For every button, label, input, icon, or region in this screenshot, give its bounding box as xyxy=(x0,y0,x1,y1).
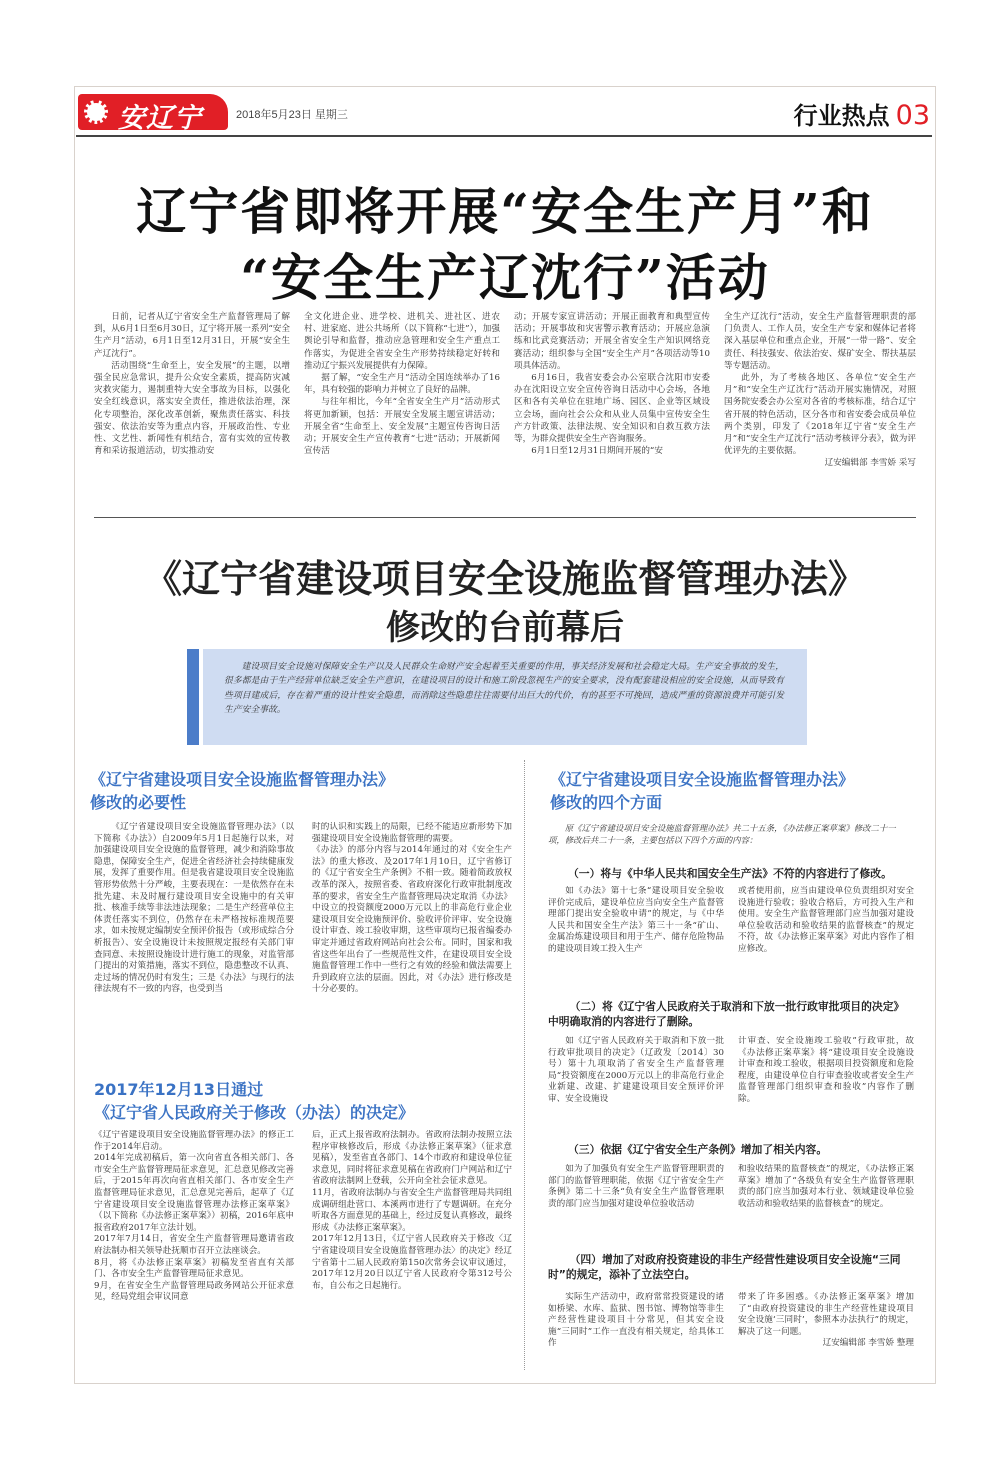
heading-line: 《辽宁省建设项目安全设施监督管理办法》 xyxy=(550,770,855,789)
article1-byline: 辽安编辑部 李雪娇 采写 xyxy=(824,458,916,469)
paragraph: 活动围绕“生命至上，安全发展”的主题，以增强全民应急常识，提升公众安全素质，提高防灾减灾救灾能力，遏制重特大安全事故为目标，以强化安全红线意识，落实安全责任，推进依法治理，深化专项整治，深化改革创新，聚焦责任落实、科技强安、依法治安等为重点内容，开展政治性、专业性、文艺性、新闻性有机结合，富有实效的宣传教育和采访报道活动，切实推动安 xyxy=(94,360,290,457)
section-heading-decision xyxy=(94,1078,414,1124)
article1-column-1 xyxy=(94,311,290,457)
decision-column-1 xyxy=(94,1130,294,1370)
paragraph: 全文化进企业、进学校、进机关、进社区、进农村、进家庭、进公共场所（以下简称“七进”），加强舆论引导和监督，推动应急管理和安全生产重点工作落实，为促进全省安全生产形势持续稳定好转和推动辽宁振兴发展提供有力保障。 xyxy=(304,312,500,371)
aspect4-column-2 xyxy=(738,1292,914,1372)
article1-title-line1: 辽宁省即将开展“安全生产月”和 xyxy=(136,182,874,241)
paragraph: 计审查、安全设施竣工验收”行政审批，故《办法修正案草案》将“建设项目安全设施设计审查和竣工验收，根据项目投资额度和危险程度，由建设单位自行审查验收或者安全生产监督管理部门组织审查和验收”内容作了删除。 xyxy=(738,1036,914,1104)
lead-summary xyxy=(224,660,784,718)
paragraph: 如《办法》第十七条“建设项目安全验收评价完成后，建设单位应当向安全生产监督管理部门提出安全验收申请”的规定，与《中华人民共和国安全生产法》第三十一条“矿山、金属冶炼建设项目和用于生产、储存危险物品的建设项目竣工投入生产 xyxy=(548,886,724,954)
article1-column-3 xyxy=(514,311,710,457)
heading-line: 修改的必要性 xyxy=(90,793,187,812)
paragraph: 如为了加强负有安全生产监督管理职责的部门的监督管理职能，依据《辽宁省安全生产条例》第二十三条“负有安全生产监督管理职责的部门应当加强对建设单位验收活动 xyxy=(548,1164,724,1209)
paragraph: 日前，记者从辽宁省安全生产监督管理局了解到，从6月1日至6月30日，辽宁将开展一系列“安全生产月”活动，6月1日至12月31日，开展“安全生产辽沈行”。 xyxy=(94,312,290,359)
paragraph: 《辽宁省建设项目安全设施监督管理办法》的修正工作于2014年启动。 2014年完成初稿后，第一次向省直各相关部门、各市安全生产监督管理局征求意见，汇总意见修改完善后，于2015年再次向省直相关部门、各市安全生产监督管理局征求意见，汇总意见完善后，起草了《辽宁省建设项目安全设施监督管理办法修正案草案》（以下简称《办法修正案草案》）初稿，2016年底申报省政府2017年立法计划。 2017年7月14日，省安全生产监督管理局邀请省政府法制办相关领导赴抚顺市召开立法座谈会。 8月，将《办法修正案草案》初稿发至省直有关部门、各市安全生产监督管理局征求意见。 9月，在省安全生产监督管理局政务网站公开征求意见，经局党组会审议同意 xyxy=(94,1130,294,1303)
article2-title-line2: 修改的台前幕后 xyxy=(386,608,624,648)
decision-column-2 xyxy=(312,1130,512,1370)
article2-title-line1: 《辽宁省建设项目安全设施监督管理办法》 xyxy=(143,556,866,601)
paragraph: 实际生产活动中，政府常常投资建设的诸如桥梁、水库、监狱、图书馆、博物馆等非生产经营性建设项目十分常见，但其安全设施“三同时”工作一直没有相关规定，给具体工作 xyxy=(548,1292,724,1349)
aspect3-column-2 xyxy=(738,1164,914,1246)
paragraph: 6月16日，我省安委会办公室联合沈阳市安委办在沈阳设立安全宣传咨询日活动中心会场，各地区和各有关单位在驻地广场、园区、企业等区域设立会场，面向社会公众和从业人员集中宣传安全生产方针政策、法律法规、安全知识和自救互救方法等，为群众提供安全生产咨询服务。 xyxy=(514,373,710,445)
column-separator xyxy=(524,760,525,1370)
paragraph: 此外，为了考核各地区、各单位“安全生产月”和“安全生产辽沈行”活动开展实施情况，对照国务院安委会办公室对各省的考核标准，结合辽宁省开展的特色活动，区分各市和省安委会成员单位两个类别，印发了《2018年辽宁省“安全生产月”和“安全生产辽沈行”活动考核评分表》，做为评优评先的主要依据。 xyxy=(724,373,916,457)
paragraph: 后，正式上报省政府法制办。省政府法制办按照立法程序审核修改后，形成《办法修正案草案》（征求意见稿），发至省直各部门、14个市政府和建设单位征求意见，同时将征求意见稿在省政府门户网站和辽宁省政府法制网上登载，公开向全社会征求意见。 11月，省政府法制办与省安全生产监督管理局共同组成调研组赴营口、本溪两市进行了专题调研。在充分听取各方面意见的基础上，经过反复认真修改，最终形成《办法修正案草案》。 2017年12月13日，《辽宁省人民政府关于修改〈辽宁省建设项目安全设施监督管理办法〉的决定》经辽宁省第十二届人民政府第150次常务会议审议通过，2017年12月20日以辽宁省人民政府令第312号公布，自公布之日起施行。 xyxy=(312,1130,512,1291)
subheading-1: （一）将与《中华人民共和国安全生产法》不符的内容进行了修改。 xyxy=(568,867,892,880)
article2-byline: 辽安编辑部 李雪娇 整理 xyxy=(822,1338,914,1349)
necessity-column-1 xyxy=(94,822,294,1066)
section-heading-necessity xyxy=(90,768,394,814)
aspect2-column-1 xyxy=(548,1036,724,1136)
subheading-4: （四）增加了对政府投资建设的非生产经营性建设项目安全设施“三同时”的规定，添补了立法空白。 xyxy=(548,1253,901,1281)
article1-title-line2: “安全生产辽沈行”活动 xyxy=(240,248,770,307)
issue-date: 2018年5月23日 星期三 xyxy=(236,109,348,121)
aspect3-column-1 xyxy=(548,1164,724,1246)
article1-column-2 xyxy=(304,311,500,457)
section-header xyxy=(794,96,930,131)
necessity-column-2 xyxy=(312,822,512,1066)
masthead-rule xyxy=(76,135,932,137)
paragraph: 6月1日至12月31日期间开展的“安 xyxy=(531,446,663,457)
page-number: 03 xyxy=(895,100,930,131)
lead-accent-bar xyxy=(187,649,199,745)
newspaper-logo xyxy=(78,94,228,134)
paragraph: 如《辽宁省人民政府关于取消和下放一批行政审批项目的决定》（辽政发〔2014〕30号）第十九项取消了省安全生产监督管理局“投资额度在2000万元以上的非高危行业企业新建、改建、扩建建设项目安全预评价评审、安全设施设 xyxy=(548,1036,724,1104)
paragraph: 动；开展专家宣讲活动；开展正面教育和典型宣传活动；开展事故和灾害警示教育活动；开展应急演练和比武竞赛活动；开展全省安全生产知识网络竞赛活动；组织参与全国“安全生产月”各项活动等10项具体活动。 xyxy=(514,312,710,371)
heading-line: 修改的四个方面 xyxy=(550,793,663,812)
aspect1-column-2 xyxy=(738,886,914,994)
subheading-3: （三）依据《辽宁省安全生产条例》增加了相关内容。 xyxy=(568,1143,828,1156)
heading-line: 《辽宁省人民政府关于修改（办法）的决定》 xyxy=(94,1103,415,1122)
section-heading-four-aspects xyxy=(550,768,854,814)
paragraph: 原《辽宁省建设项目安全设施监督管理办法》共二十五条，《办法修正案草案》修改二十一项，修改后共二十一条，主要包括以下四个方面的内容： xyxy=(548,823,896,845)
article-divider xyxy=(94,517,916,518)
paragraph: 带来了许多困惑。《办法修正案草案》增加了“由政府投资建设的非生产经营性建设项目安全设施‘三同时’，参照本办法执行”的规定，解决了这一问题。 xyxy=(738,1292,914,1337)
heading-line: 《辽宁省建设项目安全设施监督管理办法》 xyxy=(90,770,395,789)
paragraph: 《辽宁省建设项目安全设施监督管理办法》（以下简称《办法》）自2009年5月1日起施行以来，对加强建设项目安全设施的监督管理，减少和消除事故隐患，保障安全生产，促进全省经济社会持续健康发展，发挥了重要作用。但是我省建设项目安全设施监管形势依然十分严峻，主要表现在：一是依然存在未批先建、未及时履行建设项目安全设施中的有关审批、核准手续等非法违法现象；二是生产经营单位主体责任落实不到位，仍然存在未严格按标准规范要求，如未按规定编制安全预评价报告（或形成综合分析报告）、安全设施设计未按照规定报经有关部门审查同意、未按照设施设计进行施工的现象，对监管部门提出的对策措施，落实不到位，隐患整改不认真、走过场的情况仍时有发生；三是《办法》与现行的法律法规有不一致的内容，也受到当 xyxy=(94,822,294,995)
logo-text: 安辽宁 xyxy=(118,103,202,134)
aspect4-column-1 xyxy=(548,1292,724,1372)
paragraph: 或者使用前，应当由建设单位负责组织对安全设施进行验收；验收合格后，方可投入生产和使用。安全生产监督管理部门应当加强对建设单位验收活动和验收结果的监督核查”的规定不符，故《办法修正案草案》对此内容作了相应修改。 xyxy=(738,886,914,954)
paragraph: 全生产辽沈行”活动，安全生产监督管理职责的部门负责人、工作人员，安全生产专家和媒体记者将深入基层单位和重点企业，开展“一带一路”、安全责任、科技强安、依法治安、煤矿安全、帮扶基层等专题活动。 xyxy=(724,312,916,371)
four-aspects-intro xyxy=(548,822,912,846)
aspect2-column-2 xyxy=(738,1036,914,1136)
section-title: 行业热点 xyxy=(793,102,890,130)
aspect1-column-1 xyxy=(548,886,724,994)
subheading-2: （二）将《辽宁省人民政府关于取消和下放一批行政审批项目的决定》中明确取消的内容进行了删除。 xyxy=(548,1000,905,1028)
article1-body xyxy=(94,311,916,497)
article1-column-4 xyxy=(724,311,916,470)
paragraph: 据了解，“安全生产月”活动全国连续举办了16年，具有较强的影响力并树立了良好的品牌。 xyxy=(304,373,500,396)
paragraph: 和验收结果的监督核查”的规定，《办法修正案草案》增加了“各级负有安全生产监督管理职责的部门应当加强对本行业、领域建设单位验收活动和验收结果的监督核查”的规定。 xyxy=(738,1164,914,1209)
masthead xyxy=(78,92,930,134)
gear-icon xyxy=(84,100,108,124)
paragraph: 时的认识和实践上的局限，已经不能适应新形势下加强建设项目安全设施监督管理的需要。 《办法》的部分内容与2014年通过的对《安全生产法》的重大修改、及2017年1月10日，辽宁省修订的《辽宁省安全生产条例》不相一致。随着简政放权改革的深入，按照省委、省政府深化行政审批制度改革的要求，省安全生产监督管理局决定取消《办法》中设立的投资额度2000万元以上的非高危行业企业建设项目安全设施预评价、验收评价评审、安全设施设计审查、竣工验收审期，这些审项均已报省编委办审定并通过省政府网站向社会公布。同时，国家和我省这些年出台了一些规范性文件，在建设项目安全设施监督管理工作中一些行之有效的经验和做法需要上升到政府立法的层面。因此，对《办法》进行修改是十分必要的。 xyxy=(312,822,512,995)
paragraph: 与往年相比，今年“全省安全生产月”活动形式将更加新颖，包括：开展安全发展主题宣讲活动；开展全省“生命至上、安全发展”主题宣传咨询日活动；开展安全生产宣传教育“七进”活动；开展新闻宣传活 xyxy=(304,397,500,457)
heading-line: 2017年12月13日通过 xyxy=(94,1080,264,1099)
lead-paragraph: 建设项目安全设施对保障安全生产以及人民群众生命财产安全起着至关重要的作用，事关经济发展和社会稳定大局。生产安全事故的发生，很多都是由于生产经营单位缺乏安全生产意识，在建设项目的设计和施工阶段忽视生产的安全要求，没有配套建设相应的安全设施，从而导致有些项目建成后，存在着严重的设计性安全隐患，而消除这些隐患往往需要付出巨大的代价，有的甚至不可挽回，造成严重的资源浪费并可能引发生产安全事故。 xyxy=(224,662,784,716)
